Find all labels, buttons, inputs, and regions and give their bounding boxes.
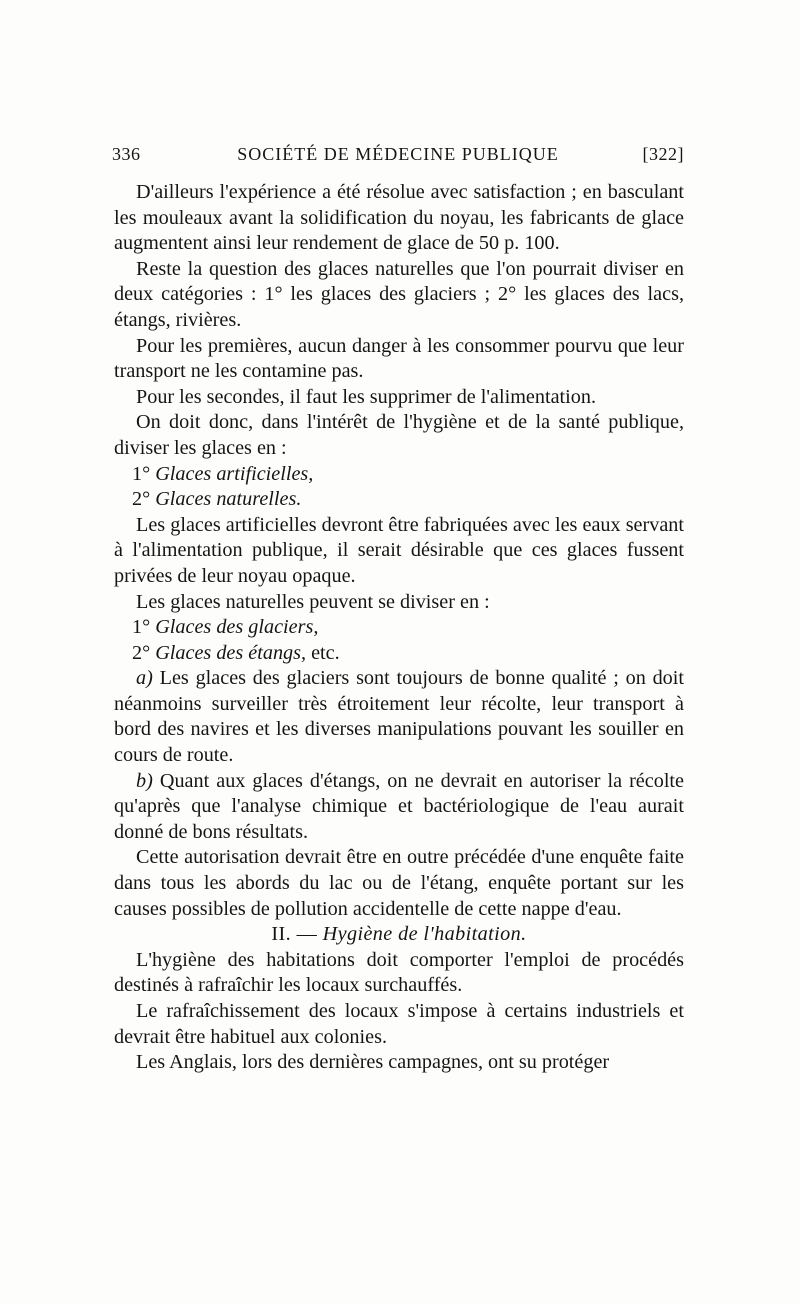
paragraph: Les glaces artificielles devront être fabriquées avec les eaux servant à l'alimentation publique, il serait désirable que ces glaces fussent privées de leur noyau opaque. <box>114 513 684 587</box>
running-title: SOCIÉTÉ DE MÉDECINE PUBLIQUE <box>237 144 559 164</box>
section-dash: — <box>296 923 318 946</box>
list-item <box>114 462 684 488</box>
paragraph: Les Anglais, lors des dernières campagnes, ont su protéger <box>136 1051 610 1074</box>
page-number: 336 <box>112 144 141 164</box>
list-item <box>114 487 684 513</box>
list-item-suffix: etc. <box>311 641 340 664</box>
list-item-text: Glaces des glaciers, <box>155 616 319 639</box>
list-item-number: 1° <box>132 462 151 485</box>
list-item-text: Glaces artificielles, <box>155 462 314 485</box>
paragraph: Pour les secondes, il faut les supprimer de l'alimentation. <box>136 385 596 408</box>
paragraph-text: Les glaces des glaciers sont toujours de bonne qualité ; on doit néanmoins surveiller très étroitement leur récolte, leur transport à bord des navires et les diverses manipulations pouvant les souiller en cours de route. <box>114 667 684 767</box>
section-heading <box>114 922 684 948</box>
page-body <box>114 180 684 1076</box>
page-reference: [322] <box>642 144 684 164</box>
paragraph-label: b) <box>136 769 153 792</box>
list-item-text: Glaces naturelles. <box>155 488 302 511</box>
paragraph: Cette autorisation devrait être en outre précédée d'une enquête faite dans tous les abords du lac ou de l'étang, enquête portant sur les causes possibles de pollution accidentelle de cette nappe d'eau. <box>114 846 684 920</box>
section-number: II. <box>271 923 292 946</box>
section-title: Hygiène de l'habitation. <box>322 923 527 946</box>
paragraph: Reste la question des glaces naturelles que l'on pourrait diviser en deux catégories : 1° les glaces des glaciers ; 2° les glaces des lacs, étangs, rivières. <box>114 257 684 331</box>
paragraph: On doit donc, dans l'intérêt de l'hygiène et de la santé publique, diviser les glaces en : <box>114 411 684 459</box>
paragraph-label: a) <box>136 667 153 690</box>
list-item-text: Glaces des étangs, <box>155 641 307 664</box>
list-item-number: 2° <box>132 641 151 664</box>
list-item-number: 2° <box>132 488 151 511</box>
paragraph <box>114 666 684 768</box>
paragraph: Le rafraîchissement des locaux s'impose à certains industriels et devrait être habituel aux colonies. <box>114 1000 684 1048</box>
paragraph: Les glaces naturelles peuvent se diviser en : <box>136 590 490 613</box>
list-item <box>114 641 684 667</box>
paragraph <box>114 769 684 846</box>
paragraph: L'hygiène des habitations doit comporter l'emploi de procédés destinés à rafraîchir les locaux surchauffés. <box>114 948 684 997</box>
list-item <box>114 615 684 641</box>
paragraph-text: Quant aux glaces d'étangs, on ne devrait en autoriser la récolte qu'après que l'analyse chimique et bactériologique de l'eau aurait donné de bons résultats. <box>114 769 684 843</box>
list-item-number: 1° <box>132 616 151 639</box>
paragraph: Pour les premières, aucun danger à les consommer pourvu que leur transport ne les contamine pas. <box>114 334 684 383</box>
paragraph: D'ailleurs l'expérience a été résolue avec satisfaction ; en basculant les mouleaux avant la solidification du noyau, les fabricants de glace augmentent ainsi leur rendement de glace de 50 p. 100. <box>114 181 684 255</box>
